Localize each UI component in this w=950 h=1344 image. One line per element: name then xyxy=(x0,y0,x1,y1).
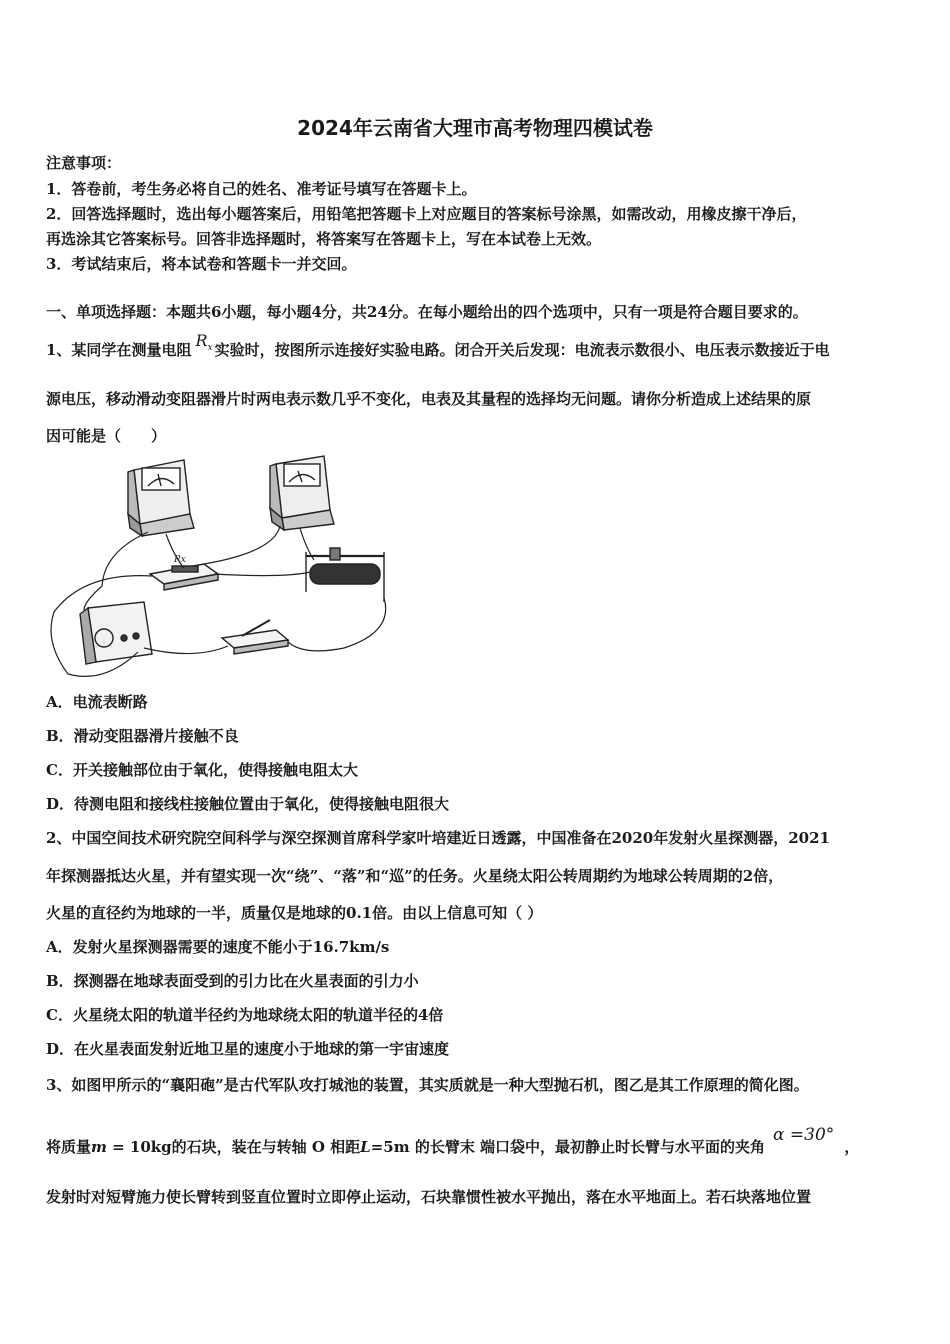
question-2-line-2: 年探测器抵达火星，并有望实现一次“绕”、“落”和“巡”的任务。火星绕太阳公转周期约为地球公转周期的2倍， xyxy=(46,867,784,885)
question-1-line-3: 因可能是（ ） xyxy=(46,427,167,445)
q1-option-b: B．滑动变阻器滑片接触不良 xyxy=(46,727,239,745)
question-2-line-3: 火星的直径约为地球的一半，质量仅是地球的0.1倍。由以上信息可知（ ） xyxy=(46,904,543,922)
page-title: 2024年云南省大理市高考物理四模试卷 xyxy=(297,116,653,140)
q2-option-c: C．火星绕太阳的轨道半径约为地球绕太阳的轨道半径的4倍 xyxy=(46,1006,444,1024)
question-3-line-3: 发射时对短臂施力使长臂转到竖直位置时立即停止运动，石块靠惯性被水平抛出，落在水平地面上。若石块落地位置 xyxy=(46,1188,812,1206)
notice-item: 3．考试结束后，将本试卷和答题卡一并交回。 xyxy=(46,255,357,273)
section-heading: 一、单项选择题：本题共6小题，每小题4分，共24分。在每小题给出的四个选项中，只有一项是符合题目要求的。 xyxy=(46,303,808,321)
q1-text-post: 实验时，按图所示连接好实验电路。闭合开关后发现：电流表示数很小、电压表示数接近于电 xyxy=(214,341,830,359)
q1-option-d: D．待测电阻和接线柱接触位置由于氧化，使得接触电阻很大 xyxy=(46,795,450,813)
alpha-expression: α =30° xyxy=(773,1125,835,1145)
notice-item: 2．回答选择题时，选出每小题答案后，用铅笔把答题卡上对应题目的答案标号涂黑，如需改动，用橡皮擦干净后， xyxy=(46,205,807,223)
notice-item: 1．答卷前，考生务必将自己的姓名、准考证号填写在答题卡上。 xyxy=(46,180,477,198)
question-1-line-1 xyxy=(46,331,830,367)
ammeter-icon xyxy=(270,456,334,530)
switch-icon xyxy=(222,620,288,654)
q1-option-c: C．开关接触部位由于氧化，使得接触电阻太大 xyxy=(46,761,358,779)
power-supply-icon xyxy=(80,602,152,664)
notice-item: 再选涂其它答案标号。回答非选择题时，将答案写在答题卡上，写在本试卷上无效。 xyxy=(46,230,602,248)
mass-symbol: m xyxy=(91,1138,107,1156)
question-2-line-1: 2、中国空间技术研究院空间科学与深空探测首席科学家叶培建近日透露，中国准备在2020年发射火星探测器，2021 xyxy=(46,829,830,847)
notice-heading: 注意事项： xyxy=(46,154,122,172)
rx-symbol: $R_x$ xyxy=(195,331,213,354)
voltmeter-icon xyxy=(128,460,194,536)
rheostat-icon xyxy=(306,548,384,602)
figure-rx-label: Rx xyxy=(174,555,186,565)
q1-text-pre: 1、某同学在测量电阻 xyxy=(46,341,192,359)
circuit-diagram xyxy=(44,452,414,682)
length-symbol: L xyxy=(360,1138,371,1156)
question-3-line-1: 3、如图甲所示的“襄阳砲”是古代军队攻打城池的装置，其实质就是一种大型抛石机，图乙是其工作原理的简化图。 xyxy=(46,1076,809,1094)
question-1-line-2: 源电压，移动滑动变阻器滑片时两电表示数几乎不变化，电表及其量程的选择均无问题。请你分析造成上述结果的原 xyxy=(46,390,812,408)
q2-option-d: D．在火星表面发射近地卫星的速度小于地球的第一宇宙速度 xyxy=(46,1040,450,1058)
question-3-line-2: 将质量m = 10kg的石块，装在与转轴 O 相距L=5m 的长臂末 端口袋中，最初静止时长臂与水平面的夹角α =30°， xyxy=(46,1125,860,1156)
q2-option-b: B．探测器在地球表面受到的引力比在火星表面的引力小 xyxy=(46,972,419,990)
q1-option-a: A．电流表断路 xyxy=(46,693,148,711)
q2-option-a: A．发射火星探测器需要的速度不能小于16.7km/s xyxy=(46,938,390,956)
